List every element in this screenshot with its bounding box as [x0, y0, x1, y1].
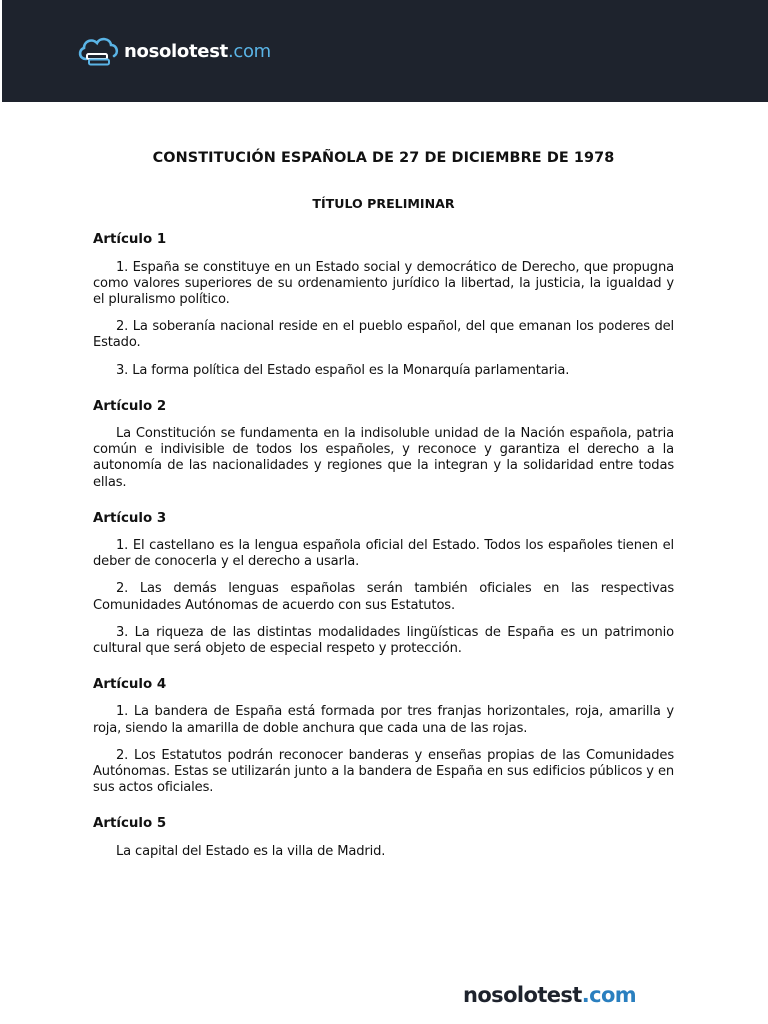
article-title: Artículo 4: [93, 677, 167, 693]
article: [93, 677, 674, 796]
document-body: [93, 150, 674, 880]
article-title: Artículo 5: [93, 816, 167, 832]
header-logo-name: nosolotest: [124, 40, 228, 62]
article-paragraph: La Constitución se fundamenta en la indisoluble unidad de la Nación española, patria común e indivisible de todos los españoles, y reconoce y garantiza el derecho a la autonomía de las nacionalidades y regiones que la integran y la solidaridad entre todas ellas.: [93, 426, 674, 490]
article-title: Artículo 2: [93, 398, 167, 414]
article-paragraph: 1. El castellano es la lengua española oficial del Estado. Todos los españoles tienen el deber de conocerla y el derecho a usarla.: [93, 538, 674, 570]
article-paragraph: 2. La soberanía nacional reside en el pueblo español, del que emanan los poderes del Estado.: [93, 319, 674, 351]
article-paragraph: 2. Los Estatutos podrán reconocer banderas y enseñas propias de las Comunidades Autónomas. Estas se utilizarán junto a la bandera de España en sus edificios públicos y en sus actos oficiales.: [93, 747, 674, 796]
article-paragraph: 1. La bandera de España está formada por tres franjas horizontales, roja, amarilla y roja, siendo la amarilla de doble anchura que cada una de las rojas.: [93, 704, 674, 736]
article-paragraph: 1. España se constituye en un Estado social y democrático de Derecho, que propugna como valores superiores de su ordenamiento jurídico la libertad, la justicia, la igualdad y el pluralismo político.: [93, 259, 674, 308]
cloud-book-icon: [76, 35, 120, 67]
article: [93, 399, 674, 491]
footer-logo-name: nosolotest: [463, 983, 582, 1007]
article-paragraph: 3. La riqueza de las distintas modalidades lingüísticas de España es un patrimonio cultural que será objeto de especial respeto y protección.: [93, 624, 674, 657]
article-title: Artículo 3: [93, 510, 167, 526]
article-title: Artículo 1: [93, 232, 167, 248]
section-title: TÍTULO PRELIMINAR: [312, 196, 455, 212]
article-paragraph: 2. Las demás lenguas españolas serán también oficiales en las respectivas Comunidades Autónomas de acuerdo con sus Estatutos.: [93, 581, 674, 613]
article: [93, 816, 674, 859]
header-logo-tld: .com: [227, 40, 271, 62]
page-header: [0, 0, 768, 102]
document-title: CONSTITUCIÓN ESPAÑOLA DE 27 DE DICIEMBRE DE 1978: [152, 150, 615, 166]
header-logo-text: [124, 41, 271, 62]
footer-logo-tld: .com: [581, 983, 637, 1007]
article-paragraph: La capital del Estado es la villa de Madrid.: [116, 843, 386, 859]
article: [93, 511, 674, 657]
footer-logo: [463, 983, 636, 1007]
article: [93, 232, 674, 378]
header-logo: [76, 34, 271, 68]
article-paragraph: 3. La forma política del Estado español es la Monarquía parlamentaria.: [116, 362, 570, 378]
